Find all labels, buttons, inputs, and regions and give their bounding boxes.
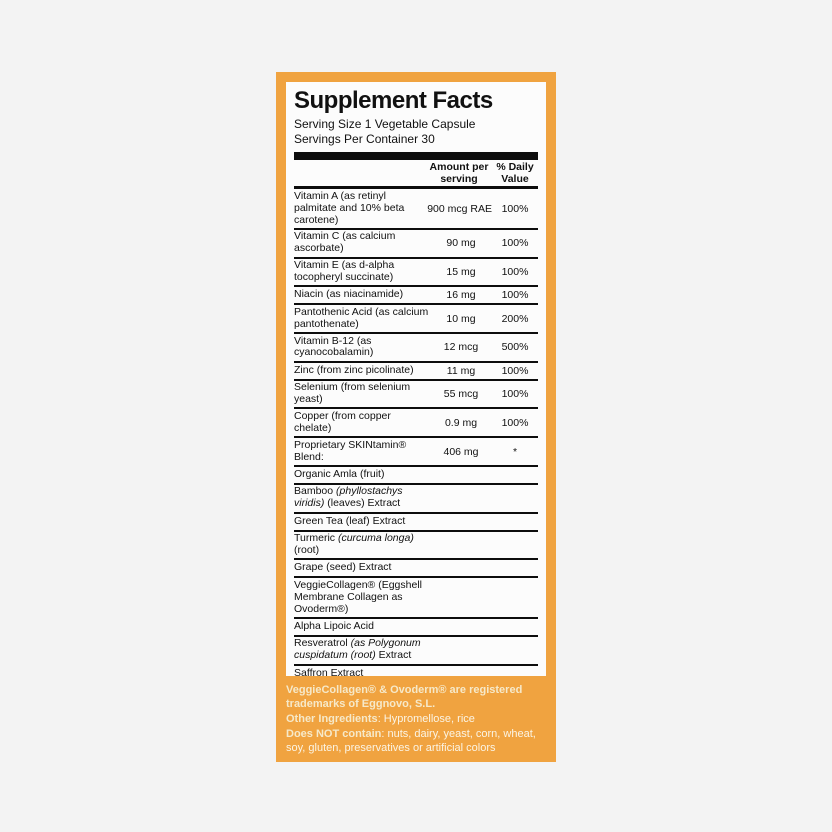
other-ingredients-label: Other Ingredients xyxy=(286,712,378,725)
does-not-contain-line xyxy=(286,727,546,755)
row-amount: 55 mcg xyxy=(443,388,479,401)
row-name: Proprietary SKINtamin® Blend: xyxy=(294,438,407,463)
row-name: Niacin (as niacinamide) xyxy=(294,288,404,301)
column-header-daily-value: % Daily Value xyxy=(496,161,534,185)
row-dv: 100% xyxy=(501,388,529,401)
row-amount: 10 mg xyxy=(446,312,476,325)
row-name: Copper (from copper chelate) xyxy=(294,409,391,434)
table-row xyxy=(294,381,538,410)
column-headers xyxy=(294,160,538,189)
table-row xyxy=(294,619,538,637)
row-name: Vitamin E (as d-alpha tocopheryl succinate) xyxy=(294,259,395,283)
row-amount: 11 mg xyxy=(446,364,476,377)
row-name: Resveratrol (as Polygonum cuspidatum (root) Extract xyxy=(294,637,421,662)
row-name: Selenium (from selenium yeast) xyxy=(294,381,411,406)
facts-rows xyxy=(294,189,538,675)
row-amount: 90 mg xyxy=(446,237,476,250)
row-name: Vitamin A (as retinyl palmitate and 10% beta carotene) xyxy=(294,189,405,226)
row-name: Turmeric (curcuma longa) (root) xyxy=(294,532,414,556)
row-amount: 15 mg xyxy=(446,265,476,278)
row-name: Organic Amla (fruit) xyxy=(294,467,385,480)
table-row xyxy=(294,334,538,363)
row-name: Zinc (from zinc picolinate) xyxy=(294,363,414,376)
other-ingredients-value: : Hypromellose, rice xyxy=(377,712,475,725)
facts-title: Supplement Facts xyxy=(294,87,493,114)
does-not-contain-label: Does NOT contain xyxy=(286,727,382,740)
table-row xyxy=(294,409,538,438)
label-footer xyxy=(276,676,556,762)
row-dv: 100% xyxy=(501,416,529,429)
row-amount: 12 mcg xyxy=(443,341,479,354)
row-name: Pantothenic Acid (as calcium pantothenate) xyxy=(294,305,429,330)
table-row xyxy=(294,485,538,514)
row-amount: 900 mcg RAE xyxy=(427,202,492,215)
row-dv: 100% xyxy=(501,364,529,377)
servings-per-container: Servings Per Container 30 xyxy=(294,132,435,147)
table-row xyxy=(294,287,538,305)
row-dv: * xyxy=(512,445,518,458)
row-name: Alpha Lipoic Acid xyxy=(294,619,374,632)
table-row xyxy=(294,305,538,334)
serving-size: Serving Size 1 Vegetable Capsule xyxy=(294,117,476,132)
row-name: VeggieCollagen® (Eggshell Membrane Collagen as Ovoderm®) xyxy=(294,578,422,615)
table-row xyxy=(294,189,538,230)
table-row xyxy=(294,230,538,259)
table-row xyxy=(294,363,538,381)
does-not-contain-value: : nuts, dairy, yeast, corn, wheat, soy, gluten, preservatives or artificial colors xyxy=(286,727,536,754)
table-row xyxy=(294,560,538,578)
other-ingredients-line xyxy=(286,712,546,726)
table-row xyxy=(294,666,538,676)
row-dv: 100% xyxy=(501,202,529,215)
row-amount: 406 mg xyxy=(443,445,479,458)
table-row xyxy=(294,578,538,619)
row-dv: 100% xyxy=(501,237,529,250)
facts-panel xyxy=(286,82,546,676)
row-dv: 200% xyxy=(501,312,529,325)
row-name: Vitamin C (as calcium ascorbate) xyxy=(294,230,396,255)
table-row xyxy=(294,532,538,561)
row-name: Saffron Extract xyxy=(294,666,364,676)
row-name: Green Tea (leaf) Extract xyxy=(294,514,406,527)
supplement-label xyxy=(276,72,556,762)
row-name: Grape (seed) Extract xyxy=(294,561,392,574)
table-row xyxy=(294,438,538,467)
row-dv: 100% xyxy=(501,265,529,278)
row-dv: 500% xyxy=(501,341,529,354)
divider-thick-bar xyxy=(294,152,538,160)
table-row xyxy=(294,514,538,532)
row-amount: 16 mg xyxy=(446,289,476,302)
table-row xyxy=(294,259,538,288)
table-row xyxy=(294,467,538,485)
row-name: Bamboo (phyllostachys viridis) (leaves) Extract xyxy=(294,485,403,510)
row-amount: 0.9 mg xyxy=(444,416,478,429)
row-name: Vitamin B-12 (as cyanocobalamin) xyxy=(294,334,374,359)
column-header-amount: Amount per serving xyxy=(429,161,489,185)
trademark-note: VeggieCollagen® & Ovoderm® are registered trademarks of Eggnovo, S.L. xyxy=(286,683,523,710)
row-dv: 100% xyxy=(501,289,529,302)
table-row xyxy=(294,637,538,666)
